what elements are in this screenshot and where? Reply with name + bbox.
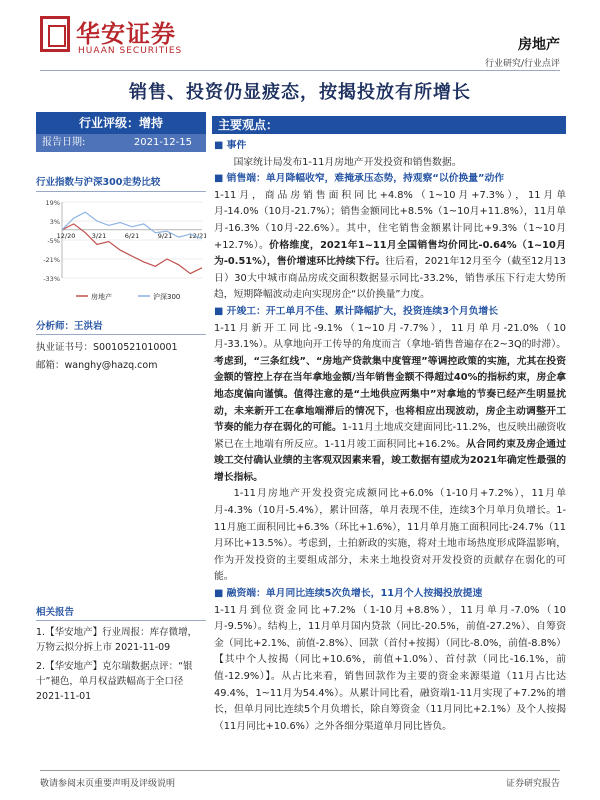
related-item[interactable]: 1.【华安地产】行业周报：库存微增，万物云拟分拆上市 2021-11-09 xyxy=(36,627,198,653)
analyst-email: 邮箱：wanghy@hazq.com xyxy=(36,360,158,371)
x-tick-label: 12/20 xyxy=(56,231,76,240)
header-category: 房地产 xyxy=(518,37,560,53)
dev-heading: 开竣工：开工单月不佳、累计降幅扩大，投资连续3个月负增长 xyxy=(226,305,499,317)
related-header: 相关报告 xyxy=(36,604,206,621)
sales-paragraph: 1-11月，商品房销售面积同比+4.8%（1~10月+7.3%），11月单月-14.0%（10月-21.7%）；销售金额同比+8.5%（1~10月+11.8%），11月单月-16.3%（10月-22.6%）。其中，住宅销售金额累计同比+9.3%（1~10月+12.7%）。价格维度，2021年1~11月全国销售均价同比-0.64%（1~10月为-0.51%），售价增速环比持续下行。往后看，2021年12月至今（截至12月13日）30大中城市商品房成交面积数据显示同比-33.2%，销售承压下行走大势所趋，短期降幅波动走向实现房企“以价换量”力度。 xyxy=(214,189,566,301)
dev-paragraph: 1-11月新开工同比-9.1%（1~10月-7.7%），11月单月-21.0%（10月-33.1%）。从拿地向开工传导的角度而言（拿地-销售普遍存在2~3Q的时滞）。考虑到，“三条红线”、“房地产贷款集中度管理”等调控政策的实施，尤其在投资金额的管控上存在当年拿地金额/当年销售金额不得超过40%的指标约束，房企拿地态度偏向谨慎。值得注意的是“土地供应两集中”对拿地的节奏已经产生明显扰动，未来新开工在拿地端滞后的情况下，也将相应出现波动，房企主动调整开工节奏的能力存在弱化的可能。1-11月土地成交建面同比-11.2%，也反映出融资收紧已在土地端有所反应。1-11月竣工面积同比+16.2%。从合同约束及房企通过竣工交付确认业绩的主客观双因素来看，竣工数据有望成为2021年确定性最强的增长指标。 xyxy=(214,322,566,483)
legend-label: 沪深300 xyxy=(153,293,181,301)
rating-badge: 行业评级：增持 xyxy=(36,112,206,134)
financing-heading: 融资端：单月同比连续5次负增长，11月个人按揭投放提速 xyxy=(226,588,483,600)
company-logo-icon xyxy=(40,16,70,52)
index-trend-chart xyxy=(36,196,206,306)
report-title: 销售、投资仍显疲态，按揭投放有所增长 xyxy=(129,82,471,103)
body-text xyxy=(214,138,566,735)
legend-label: 房地产 xyxy=(91,293,112,301)
sales-heading: 销售端：单月降幅收窄，难掩承压态势，持观察“以价换量”动作 xyxy=(226,173,505,185)
dev-bold: 考虑到，“三条红线”、“房地产贷款集中度管理”等调控政策的实施，尤其在投资金额的管控上存在当年拿地金额/当年销售金额不得超过40%的指标约束，房企拿地态度偏向谨慎。值得注意的是“土地供应两集中”对拿地的节奏已经产生明显扰动，未来新开工在拿地端滞后的情况下，也将相应出现波动，房企主动调整开工节奏的能力存在弱化的可能。 xyxy=(214,355,566,434)
financing-paragraph: 1-11月到位资金同比+7.2%（1-10月+8.8%），11月单月-7.0%（10月-9.5%）。结构上，11月单月国内贷款（同比-20.5%，前值-27.2%）、自筹资金（同比+2.1%、前值-2.8%）、回款（首付+按揭）（同比-8.0%，前值-8.8%）【其中个人按揭（同比+10.6%，前值+1.0%）、首付款（同比-16.1%，前值-12.9%）】。从占比来看，销售回款作为主要的资金来源渠道（11月占比达49.4%，1~11月为54.4%）。从累计同比看，融资端1-11月实现了+7.2%的增长，但单月同比连续5个月负增长，除自筹资金（11月同比+2.1%）及个人按揭（11月同比+10.6%）之外各细分渠道单月同比皆负。 xyxy=(214,604,566,732)
footer-report-type: 证券研究报告 xyxy=(505,779,560,789)
bullet-icon: ■ xyxy=(214,173,227,185)
analyst-name: 分析师：王洪岩 xyxy=(36,318,206,335)
logo-english: HUAAN SECURITIES xyxy=(78,46,183,56)
footer-divider xyxy=(40,770,560,771)
header-divider xyxy=(40,70,560,71)
x-tick-label: 9/21 xyxy=(157,231,173,240)
main-content xyxy=(214,116,566,735)
sales-bold: 价格维度，2021年1~11月全国销售均价同比-0.64%（1~10月为-0.51%），售价增速环比持续下行。 xyxy=(214,239,566,268)
page-header xyxy=(0,0,600,78)
chart-title: 行业指数与沪深300走势比较 xyxy=(36,174,206,192)
x-tick-label: 12/21 xyxy=(188,231,206,240)
y-tick-label: 19% xyxy=(45,199,60,207)
license-number: 执业证书号：S0010521010001 xyxy=(36,342,178,353)
y-tick-label: -21% xyxy=(43,256,60,264)
footer-disclaimer: 敬请参阅末页重要声明及评级说明 xyxy=(40,779,176,789)
header-subcategory: 行业研究/行业点评 xyxy=(484,59,560,69)
investment-paragraph: 1-11月房地产开发投资完成额同比+6.0%（1-10月+7.2%），11月单月-4.3%（10月-5.4%），累计回落，单月表现不佳，连续3个月单月负增长。1-11月施工面积同比+6.3%（环比+1.6%），11月单月施工面积同比-24.7%（11月环比+13.5%）。考虑到，土拍新政的实施，将对土地市场热度形成降温影响，作为开发投资的主要组成部分，未来土地投资对开发投资的贡献存在弱化的可能。 xyxy=(214,488,566,583)
left-sidebar xyxy=(36,112,206,371)
bullet-icon: ■ xyxy=(214,140,227,151)
y-tick-label: 3% xyxy=(49,218,60,226)
report-date-row xyxy=(36,134,206,152)
bullet-icon: ■ xyxy=(214,305,227,317)
y-tick-label: -5% xyxy=(47,237,60,245)
section-title: 主要观点： xyxy=(212,116,566,134)
related-reports xyxy=(36,604,206,704)
x-tick-label: 6/21 xyxy=(124,231,140,240)
date-label: 报告日期: xyxy=(42,137,86,148)
dev-bold-2: 从合同约束及房企通过竣工交付确认业绩的主客观双因素来看，竣工数据有望成为2021年确定性最强的增长指标。 xyxy=(214,438,566,483)
x-tick-label: 3/21 xyxy=(91,231,107,240)
related-item[interactable]: 2.【华安地产】克尔瑞数据点评：“银十”褪色，单月权益跌幅高于全口径 2021-11-01 xyxy=(36,661,193,702)
logo-chinese: 华安证券 xyxy=(76,19,176,48)
event-paragraph: 国家统计局发布1-11月房地产开发投资和销售数据。 xyxy=(233,156,462,168)
date-value: 2021-12-15 xyxy=(133,137,192,148)
bullet-icon: ■ xyxy=(214,588,227,600)
y-tick-label: -33% xyxy=(43,275,60,283)
event-heading: 事件 xyxy=(226,140,247,151)
